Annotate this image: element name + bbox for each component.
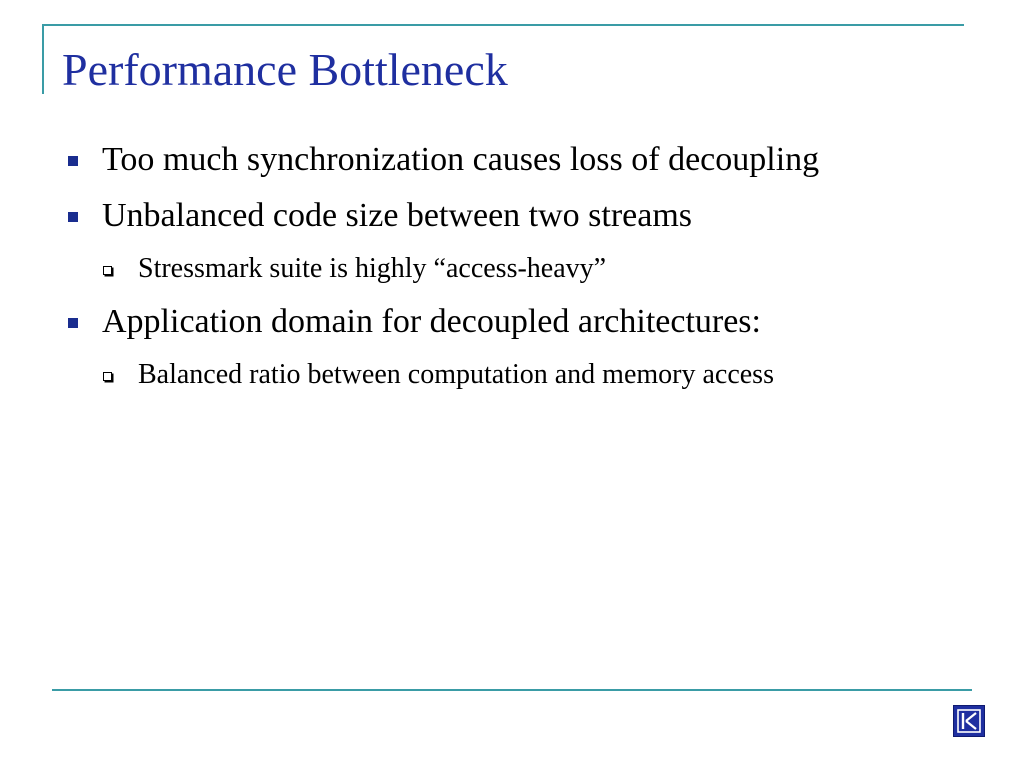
square-bullet-icon [68,212,78,222]
bullet-text: Unbalanced code size between two streams [102,197,693,234]
bullet-item-2 [60,192,960,240]
bullet-item-3 [60,298,960,346]
bullet-list [60,136,960,404]
sub-bullet-text: Balanced ratio between computation and memory access [138,359,774,390]
sub-bullet-text: Stressmark suite is highly “access-heavy” [138,253,607,284]
square-bullet-icon [68,156,78,166]
bullet-item-1 [60,136,960,184]
bullet-text: Too much synchronization causes loss of decoupling [102,141,820,178]
first-slide-icon [954,706,984,736]
sub-bullet-item-3-1 [60,354,960,396]
hollow-square-bullet-icon [103,266,112,275]
first-slide-button[interactable] [953,705,985,737]
sub-bullet-item-2-1 [60,248,960,290]
top-rule [42,24,964,26]
hollow-square-bullet-icon [103,372,112,381]
slide-title: Performance Bottleneck [62,44,508,95]
square-bullet-icon [68,318,78,328]
footer-rule [52,689,972,691]
left-rule [42,24,44,94]
bullet-text: Application domain for decoupled architectures: [102,303,761,340]
